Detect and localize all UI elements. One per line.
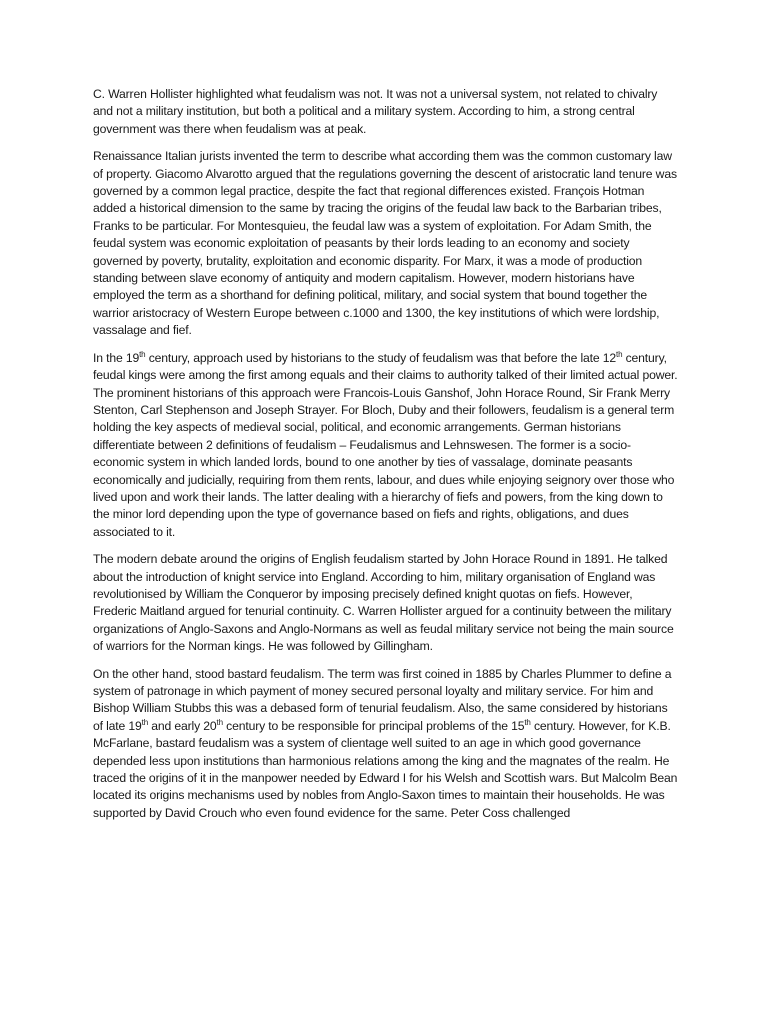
paragraph-1 [93, 86, 679, 138]
text-run: C. Warren Hollister highlighted what feudalism was not. It was not a universal system, not related to chivalry and not a military institution, but both a political and a military system. According to him, a strong central government was there when feudalism was at peak. [93, 87, 658, 136]
text-run: and early 20 [148, 718, 217, 733]
text-run: The modern debate around the origins of English feudalism started by John Horace Round in 1891. He talked about the introduction of knight service into England. According to him, military organisation of England was revolutionised by William the Conqueror by imposing precisely defined knight quotas on fiefs. However, Frederic Maitland argued for tenurial continuity. C. Warren Hollister argued for a continuity between the military organizations of Anglo-Saxons and Anglo-Normans as well as feudal military service not being the main source of warriors for the Norman kings. He was followed by Gillingham. [93, 552, 674, 654]
superscript: th [616, 349, 623, 359]
text-run: Renaissance Italian jurists invented the term to describe what according them was the common customary law of property. Giacomo Alvarotto argued that the regulations governing the descent of aristocratic land tenure was governed by a common legal practice, despite the fact that regional differences existed. François Hotman added a historical dimension to the same by tracing the origins of the feudal law back to the Barbarian tribes, Franks to be particular. For Montesquieu, the feudal law was a system of exploitation. For Adam Smith, the feudal system was economic exploitation of peasants by their lords leading to an economy and society governed by poverty, brutality, exploitation and economic disparity. For Marx, it was a mode of production standing between slave economy of antiquity and modern capitalism. However, modern historians have employed the term as a shorthand for defining political, military, and social system that bound together the warrior aristocracy of Western Europe between c.1000 and 1300, the key institutions of which were lordship, vassalage and fief. [93, 149, 677, 338]
text-run: On the other hand, stood bastard feudalism. The term was first coined in 1885 by Charles Plummer to define a system of patronage in which payment of money secured personal loyalty and military service. For him and Bishop William Stubbs this was a debased form of tenurial feudalism. Also, the same considered by historians of late 19 [93, 666, 672, 733]
text-run: century. However, for K.B. McFarlane, bastard feudalism was a system of clientage well suited to an age in which good governance depended less upon institutions than harmonious relations among the king and the magnates of the realm. He traced the origins of it in the manpower needed by Edward I for his Welsh and Scottish wars. But Malcolm Bean located its origins mechanisms used by nobles from Anglo-Saxon times to maintain their households. He was supported by David Crouch who even found evidence for the same. Peter Coss challenged [93, 718, 678, 820]
superscript: th [524, 717, 531, 727]
paragraph-4 [93, 551, 679, 655]
text-run: century, approach used by historians to the study of feudalism was that before the late 12 [145, 350, 616, 365]
paragraph-5 [93, 666, 679, 823]
superscript: th [216, 717, 223, 727]
text-run: century to be responsible for principal problems of the 15 [222, 718, 525, 733]
superscript: th [139, 349, 146, 359]
paragraph-2 [93, 148, 679, 339]
document-page [93, 86, 679, 832]
paragraph-3 [93, 350, 679, 541]
superscript: th [141, 717, 149, 727]
text-run: In the 19 [93, 350, 140, 365]
text-run: century, feudal kings were among the first among equals and their claims to authority talked of their limited actual power. The prominent historians of this approach were Francois-Louis Ganshof, John Horace Round, Sir Frank Merry Stenton, Carl Stephenson and Joseph Strayer. For Bloch, Duby and their followers, feudalism is a general term holding the key aspects of medieval social, political, and economic arrangements. German historians differentiate between 2 definitions of feudalism – Feudalismus and Lehnswesen. The former is a socio-economic system in which landed lords, bound to one another by ties of vassalage, dominate peasants economically and judicially, requiring from them rents, labour, and dues while enjoying seignory over those who lived upon and work their lands. The latter dealing with a hierarchy of fiefs and powers, from the king down to the minor lord depending upon the type of governance based on fiefs and rights, obligations, and dues associated to it. [93, 350, 678, 539]
